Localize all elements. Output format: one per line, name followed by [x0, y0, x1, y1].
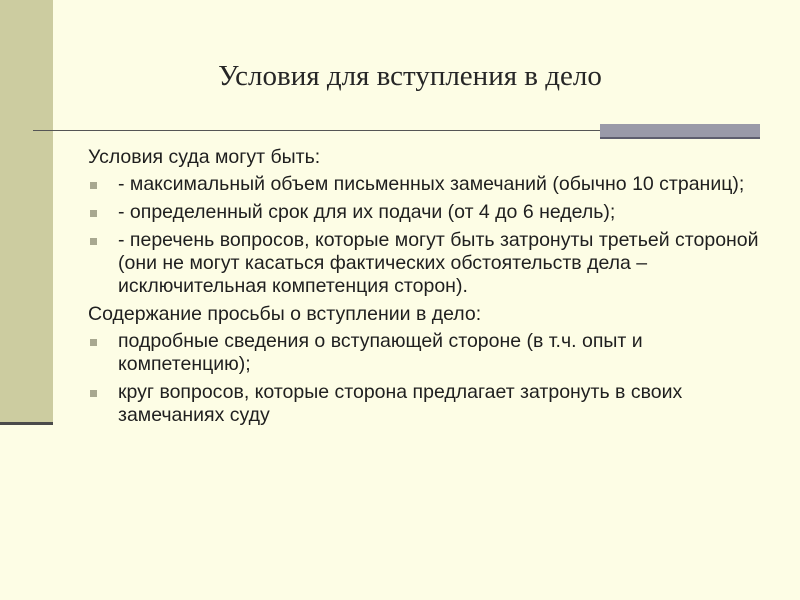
square-bullet-icon [90, 210, 97, 217]
square-bullet-icon [90, 182, 97, 189]
square-bullet-icon [90, 339, 97, 346]
bullet-text: - максимальный объем письменных замечаний (обычно 10 страниц); [118, 173, 745, 195]
square-bullet-icon [90, 238, 97, 245]
bullet-text: круг вопросов, которые сторона предлагает затронуть в своих замечаниях суду [118, 381, 683, 426]
bullet-item-scope [88, 381, 773, 427]
bullet-item-deadline [88, 201, 773, 224]
bullet-item-volume [88, 173, 773, 196]
slide-title: Условия для вступления в дело [218, 60, 602, 92]
bullet-item-details [88, 330, 773, 376]
bullet-text: - перечень вопросов, которые могут быть затронуты третьей стороной (они не могут касаться фактических обстоятельств дела – исключительная компетенция сторон). [118, 229, 759, 297]
bullet-text: - определенный срок для их подачи (от 4 до 6 недель); [118, 201, 616, 223]
heading-text: Содержание просьбы о вступлении в дело: [88, 303, 482, 325]
title-divider-block [600, 124, 760, 139]
heading-text: Условия суда могут быть: [88, 146, 321, 168]
title-divider-line [33, 130, 603, 131]
slide-content [88, 146, 773, 432]
square-bullet-icon [90, 390, 97, 397]
decorative-side-bar [0, 0, 53, 425]
heading-court-conditions [88, 146, 773, 169]
bullet-item-questions [88, 229, 773, 298]
heading-request-content [88, 303, 773, 326]
bullet-text: подробные сведения о вступающей стороне (в т.ч. опыт и компетенцию); [118, 330, 643, 375]
